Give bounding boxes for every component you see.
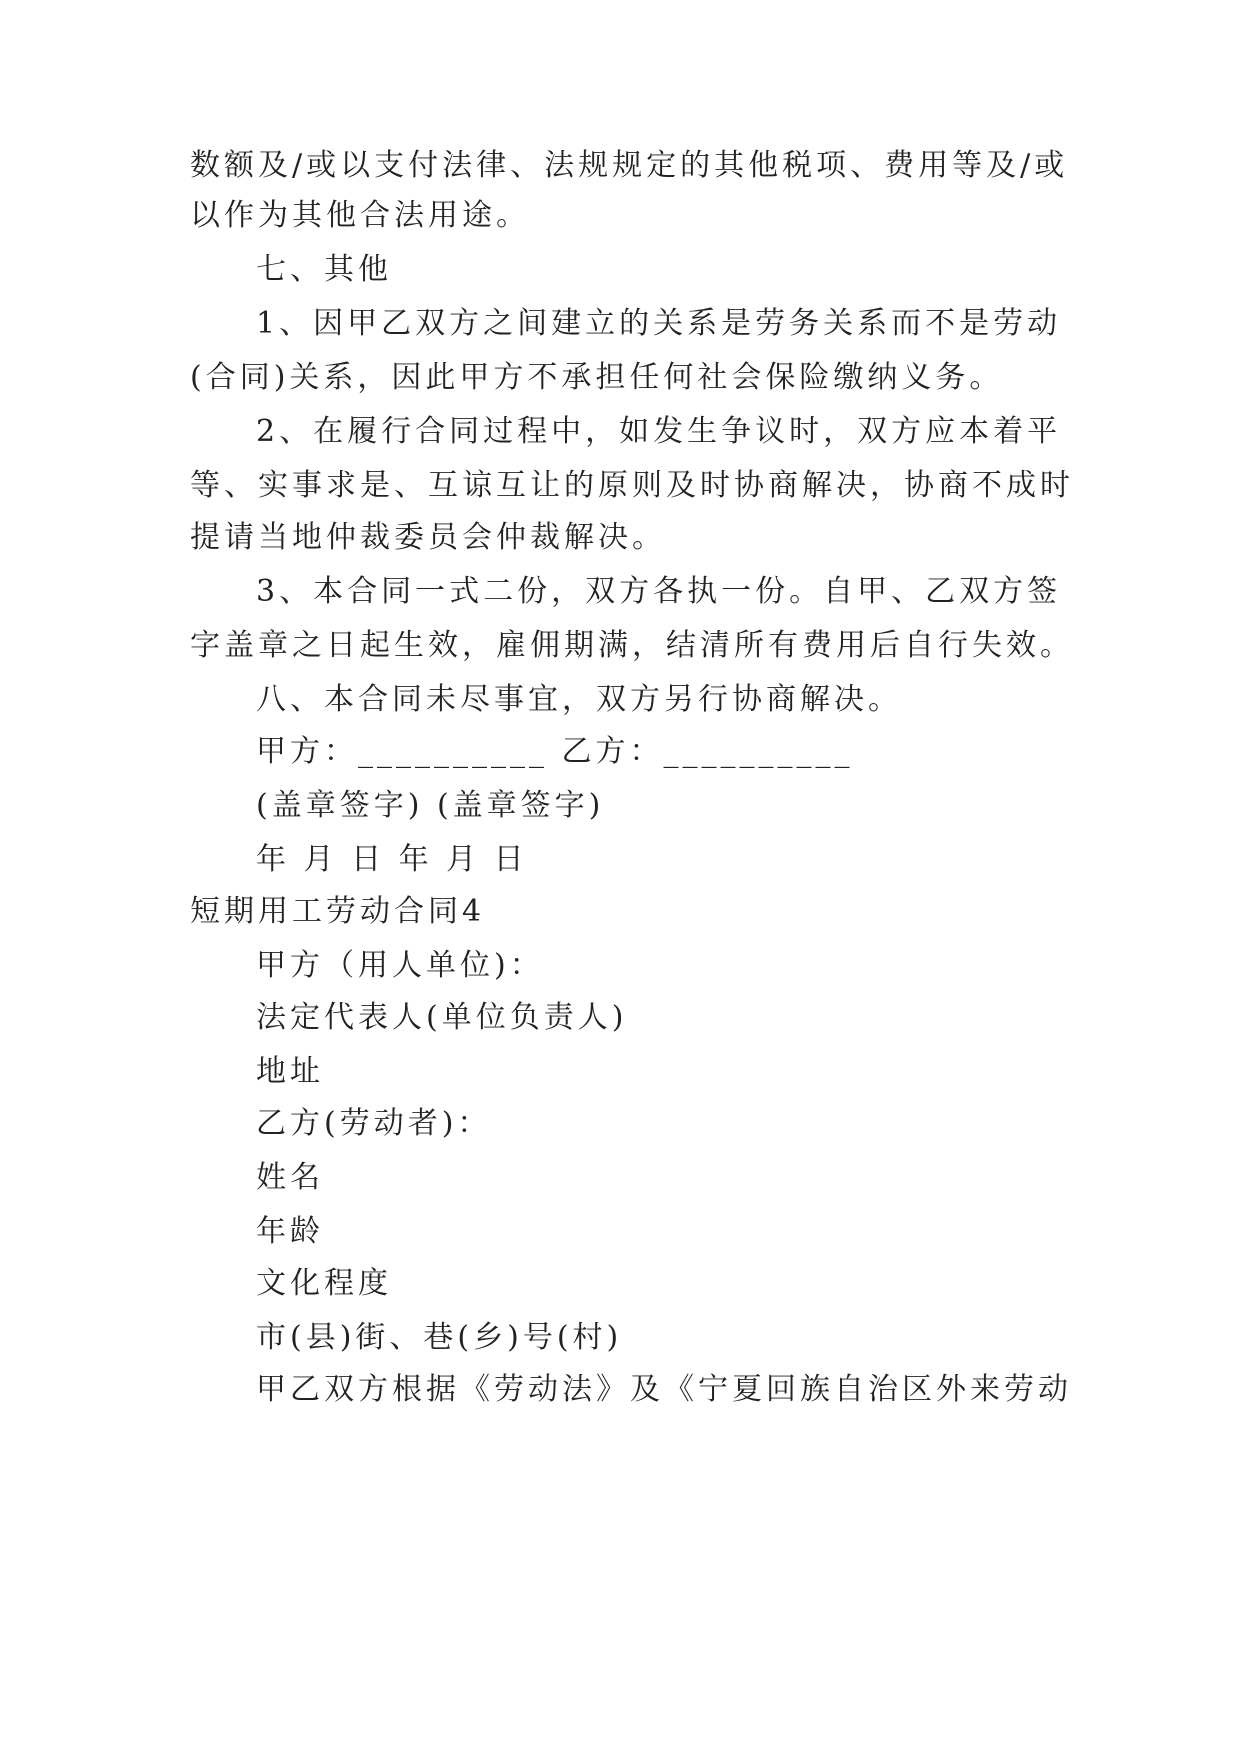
section-heading: 八、本合同未尽事宜，双方另行协商解决。 — [256, 682, 902, 717]
field-label: 地址 — [256, 1054, 324, 1089]
paragraph-line: 数额及/或以支付法律、法规规定的其他税项、费用等及/或 — [190, 148, 1069, 183]
paragraph-line: 等、实事求是、互谅互让的原则及时协商解决，协商不成时 — [190, 468, 1074, 503]
field-label: 文化程度 — [256, 1266, 392, 1301]
paragraph-line: 提请当地仲裁委员会仲裁解决。 — [190, 520, 666, 555]
signature-note: (盖章签字) (盖章签字) — [256, 788, 605, 823]
field-label: 年龄 — [256, 1214, 324, 1249]
field-label: 姓名 — [256, 1160, 324, 1195]
paragraph-line: 3、本合同一式二份，双方各执一份。自甲、乙双方签 — [256, 574, 1062, 609]
date-line: 年 月 日 年 月 日 — [256, 842, 528, 877]
signature-line: 甲方：__________ 乙方：__________ — [256, 734, 854, 769]
paragraph-line: 2、在履行合同过程中，如发生争议时，双方应本着平 — [256, 414, 1062, 449]
field-label: 法定代表人(单位负责人) — [256, 1000, 628, 1035]
paragraph-line: 甲乙双方根据《劳动法》及《宁夏回族自治区外来劳动 — [256, 1372, 1072, 1407]
paragraph-line: 1、因甲乙双方之间建立的关系是劳务关系而不是劳动 — [256, 306, 1062, 341]
field-label: 甲方（用人单位)： — [256, 948, 544, 983]
paragraph-line: (合同)关系，因此甲方不承担任何社会保险缴纳义务。 — [190, 360, 1004, 395]
section-heading: 七、其他 — [256, 252, 392, 287]
field-label: 市(县)街、巷(乡)号(村) — [256, 1320, 623, 1355]
document-title: 短期用工劳动合同4 — [190, 894, 486, 929]
field-label: 乙方(劳动者)： — [256, 1106, 492, 1141]
paragraph-line: 以作为其他合法用途。 — [190, 198, 530, 233]
paragraph-line: 字盖章之日起生效，雇佣期满，结清所有费用后自行失效。 — [190, 628, 1074, 663]
